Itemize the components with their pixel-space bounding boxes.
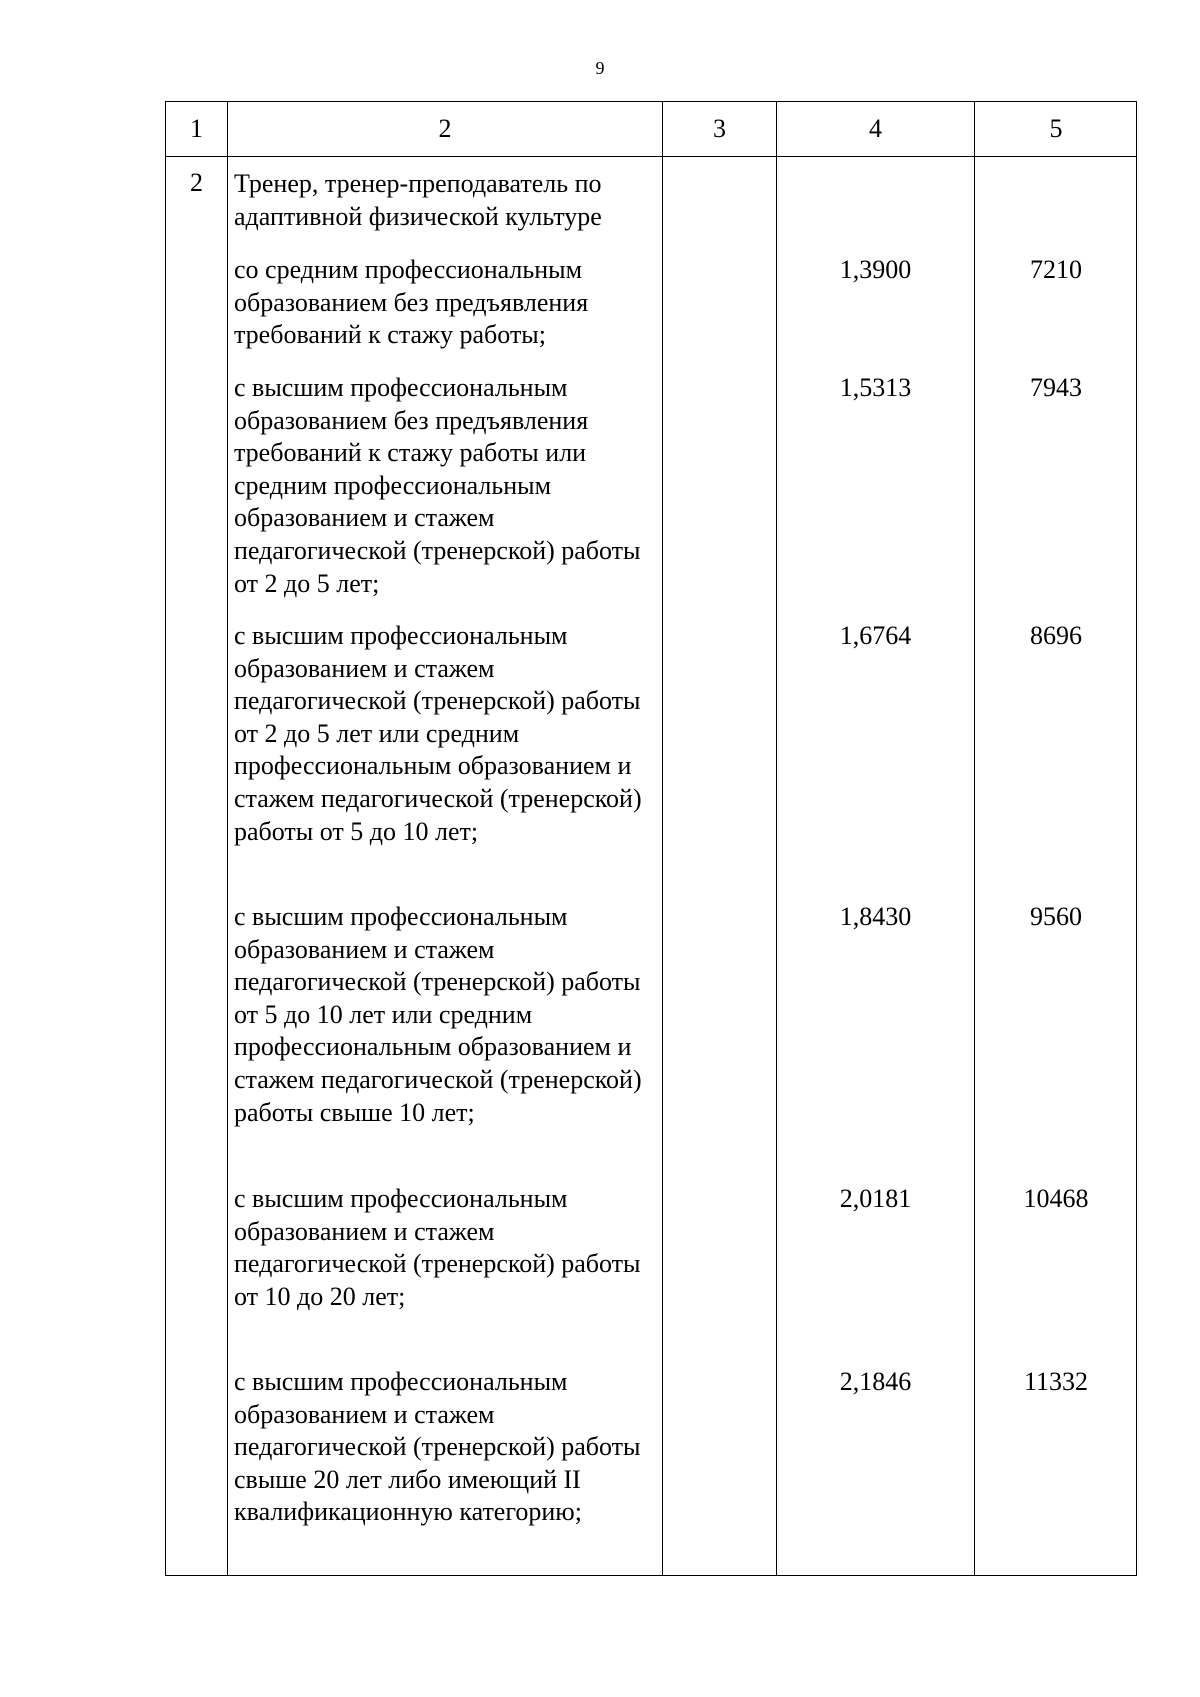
qualification-text: с высшим профессиональным образованием и стажем педагогической (тренерской) работы свыше 20 лет либо имеющий II квалификационную категорию; xyxy=(234,1367,641,1527)
qualification-text: с высшим профессиональным образованием без предъявления требований к стажу работы или средним профессиональным образованием и стажем педагогической (тренерской) работы от 2 до 5 лет; xyxy=(234,373,641,598)
coefficient-value: 1,6764 xyxy=(839,621,912,650)
amount-value: 10468 xyxy=(1023,1184,1089,1213)
page-number: 9 xyxy=(595,58,605,78)
qualification-text: с высшим профессиональным образованием и стажем педагогической (тренерской) работы от 2 до 5 лет или средним профессиональным образованием и стажем педагогической (тренерской) работы от 5 до 10 лет; xyxy=(234,621,642,846)
amount-value: 9560 xyxy=(1030,902,1082,931)
coefficient-value: 2,1846 xyxy=(839,1367,912,1396)
qualification-text: с высшим профессиональным образованием и стажем педагогической (тренерской) работы от 10 до 20 лет; xyxy=(234,1184,641,1311)
coefficient-value: 1,5313 xyxy=(839,373,912,402)
column-divider xyxy=(974,102,975,1575)
header-col-1: 1 xyxy=(190,114,203,143)
amount-value: 11332 xyxy=(1023,1367,1089,1396)
column-divider xyxy=(227,102,228,1575)
qualification-text: с высшим профессиональным образованием и стажем педагогической (тренерской) работы от 5 до 10 лет или средним профессиональным образованием и стажем педагогической (тренерской) работы свыше 10 лет; xyxy=(234,902,642,1127)
header-col-2: 2 xyxy=(438,114,452,143)
salary-table xyxy=(165,101,1137,1576)
header-col-3: 3 xyxy=(713,114,726,143)
amount-value: 8696 xyxy=(1030,621,1082,650)
row-number: 2 xyxy=(190,168,203,197)
header-col-5: 5 xyxy=(1049,114,1063,143)
column-divider xyxy=(776,102,777,1575)
coefficient-value: 1,3900 xyxy=(839,255,912,284)
header-col-4: 4 xyxy=(869,114,882,143)
header-divider xyxy=(166,156,1136,157)
column-divider xyxy=(662,102,663,1575)
amount-value: 7210 xyxy=(1030,255,1082,284)
qualification-text: со средним профессиональным образованием без предъявления требований к стажу работы; xyxy=(234,255,589,350)
amount-value: 7943 xyxy=(1030,373,1082,402)
coefficient-value: 1,8430 xyxy=(839,902,912,931)
position-title: Тренер, тренер-преподаватель по адаптивной физической культуре xyxy=(234,169,602,231)
coefficient-value: 2,0181 xyxy=(839,1184,912,1213)
